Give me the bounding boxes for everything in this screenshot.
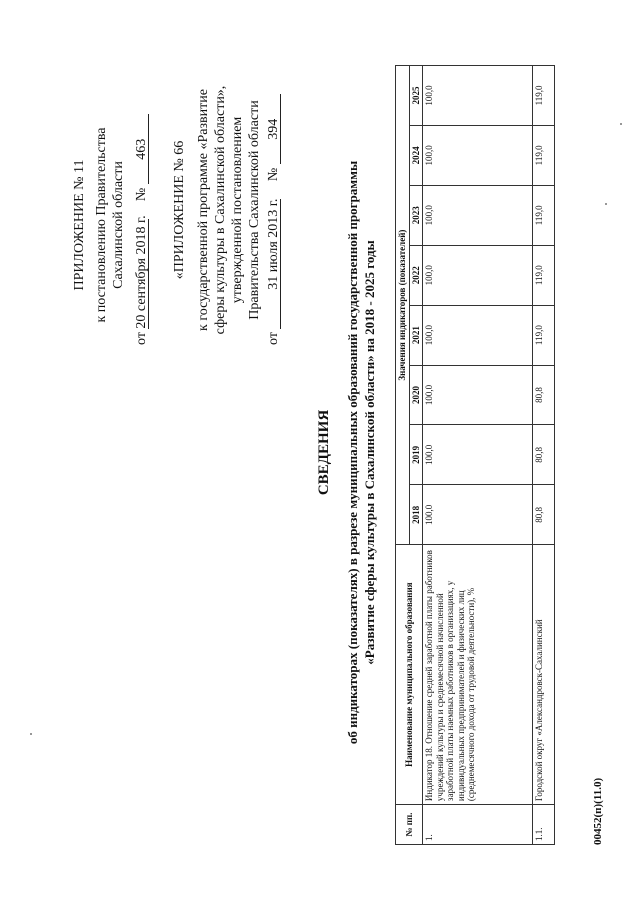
appendix-date-line [134, 75, 150, 345]
document-subtitle-line1: об индикаторах (показателях) в разрезе муниципальных образований государственной программы [345, 160, 360, 745]
date-prefix: от [134, 332, 149, 345]
row-value: 100,0 [423, 305, 533, 365]
row-num: 1.1. [533, 805, 555, 845]
row-value: 119,0 [533, 305, 555, 365]
prior-appendix-line2: сферы культуры в Сахалинской области», [213, 85, 228, 335]
document-code: 00452(п)(11.0) [592, 777, 604, 845]
header-year: 2018 [409, 485, 423, 545]
row-value: 80,8 [533, 425, 555, 485]
row-value: 100,0 [423, 125, 533, 185]
row-value: 100,0 [423, 185, 533, 245]
header-year: 2023 [409, 185, 423, 245]
table-header-row [396, 66, 410, 845]
prior-date-prefix: от [266, 332, 281, 345]
scan-speck [620, 123, 622, 125]
header-name: Наименование муниципального образования [396, 545, 423, 805]
number-value: 463 [135, 114, 149, 184]
row-value: 80,8 [533, 365, 555, 425]
header-year: 2020 [409, 365, 423, 425]
document-title: СВЕДЕНИЯ [316, 409, 332, 496]
row-value: 119,0 [533, 66, 555, 126]
row-value: 80,8 [533, 485, 555, 545]
header-year: 2025 [409, 66, 423, 126]
prior-date-value: 31 июля 2013 г. [267, 199, 281, 329]
prior-appendix-date-line [266, 65, 282, 345]
date-value: 20 сентября 2018 г. [134, 215, 149, 329]
appendix-line2: Сахалинской области [111, 161, 126, 289]
prior-number-label: № [266, 167, 281, 182]
header-values-group: Значения индикаторов (показателей) [396, 66, 410, 545]
prior-appendix-line4: Правительства Сахалинской области [247, 100, 262, 320]
row-value: 119,0 [533, 185, 555, 245]
appendix-line1: к постановлению Правительства [94, 127, 109, 323]
prior-appendix-line1: к государственной программе «Развитие [196, 89, 211, 331]
header-year: 2021 [409, 305, 423, 365]
header-year: 2022 [409, 245, 423, 305]
appendix-title: ПРИЛОЖЕНИЕ № 11 [72, 159, 87, 291]
document-subtitle-line2: «Развитие сферы культуры в Сахалинской области» на 2018 - 2025 годы [362, 240, 377, 665]
prior-appendix-title: «ПРИЛОЖЕНИЕ № 66 [172, 140, 187, 280]
scan-speck [30, 733, 32, 735]
row-value: 100,0 [423, 66, 533, 126]
row-value: 100,0 [423, 425, 533, 485]
row-value: 100,0 [423, 365, 533, 425]
row-value: 119,0 [533, 125, 555, 185]
header-year: 2024 [409, 125, 423, 185]
header-year: 2019 [409, 425, 423, 485]
table-row [423, 66, 533, 845]
indicators-table [395, 65, 555, 845]
row-num: 1. [423, 805, 533, 845]
prior-number-value: 394 [267, 94, 281, 164]
number-label: № [134, 187, 149, 202]
row-name: Индикатор 18. Отношение средней заработной платы работников учреждений культуры и среднемесячной начисленной заработной платы наемных работников в организациях, у индивидуальных предпринимателей и физических лиц (среднемесячного дохода от трудовой деятельности), % [423, 545, 533, 805]
row-value: 100,0 [423, 485, 533, 545]
header-num: № пп. [396, 805, 423, 845]
row-value: 119,0 [533, 245, 555, 305]
table-row [533, 66, 555, 845]
scan-speck [605, 203, 607, 205]
row-name: Городской округ «Александровск-Сахалинский [533, 545, 555, 805]
prior-appendix-line3: утвержденной постановлением [230, 116, 245, 304]
row-value: 100,0 [423, 245, 533, 305]
